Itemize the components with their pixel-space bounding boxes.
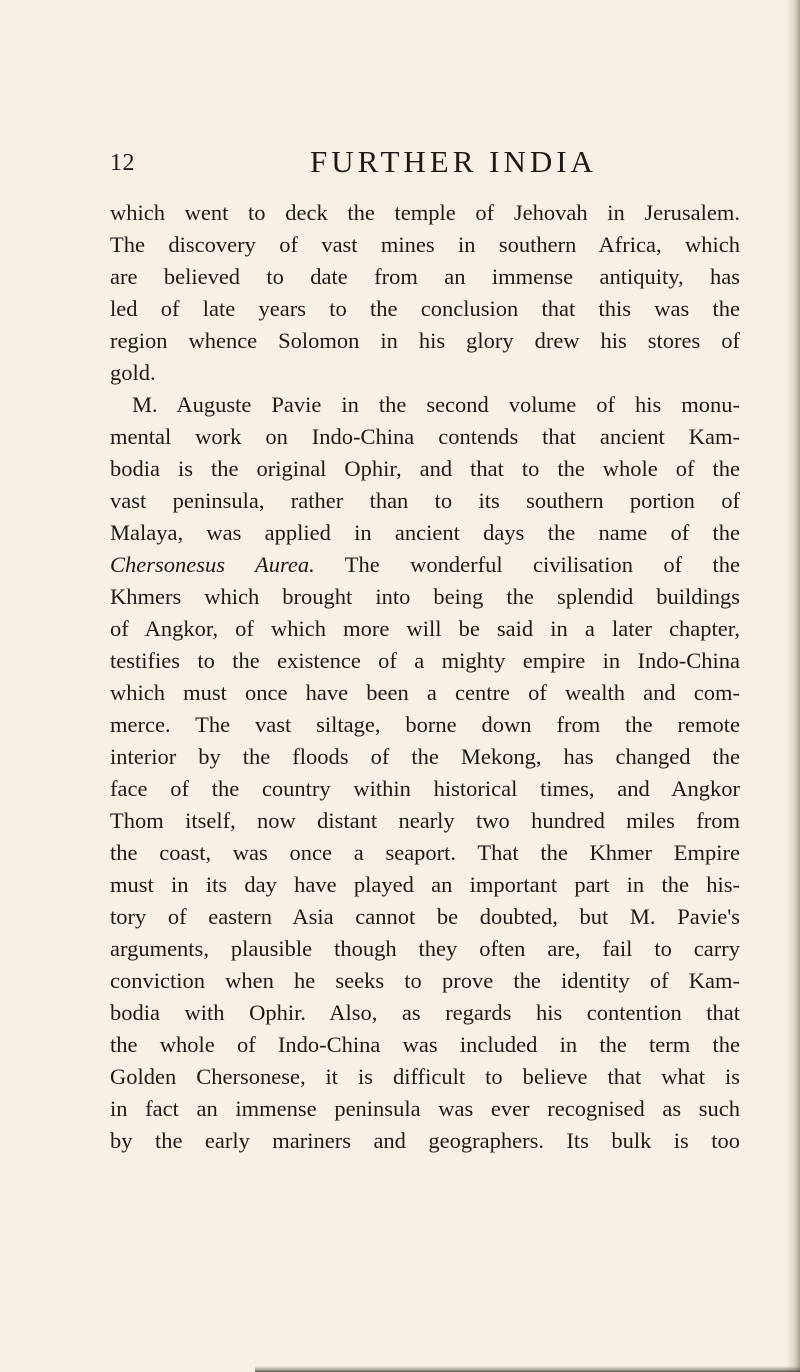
text-line: Thom itself, now distant nearly two hundred miles from xyxy=(110,808,740,833)
running-title: FURTHER INDIA xyxy=(310,144,597,179)
page-edge-shadow xyxy=(786,0,800,1372)
text-line: M. Auguste Pavie in the second volume of his monu- xyxy=(132,392,740,417)
text-line-with-italic xyxy=(110,549,740,581)
text-line: arguments, plausible though they often are, fail to carry xyxy=(110,936,740,961)
text-line: by the early mariners and geographers. Its bulk is too xyxy=(110,1128,740,1153)
text-line: gold. xyxy=(110,360,156,385)
text-line: tory of eastern Asia cannot be doubted, but M. Pavie's xyxy=(110,904,740,929)
text-line: led of late years to the conclusion that this was the xyxy=(110,296,740,321)
text-line: of Angkor, of which more will be said in a later chapter, xyxy=(110,616,740,641)
body-text xyxy=(110,197,740,1157)
text-line: The discovery of vast mines in southern Africa, which xyxy=(110,232,740,257)
page-number: 12 xyxy=(110,150,135,176)
text-line: face of the country within historical times, and Angkor xyxy=(110,776,740,801)
text-line: region whence Solomon in his glory drew his stores of xyxy=(110,328,740,353)
running-head xyxy=(110,144,750,184)
text-line: the whole of Indo-China was included in the term the xyxy=(110,1032,740,1057)
text-line: Golden Chersonese, it is difficult to believe that what is xyxy=(110,1064,740,1089)
text-line: bodia is the original Ophir, and that to the whole of the xyxy=(110,456,740,481)
text-line: vast peninsula, rather than to its southern portion of xyxy=(110,488,740,513)
italic-term: Chersonesus Aurea. xyxy=(110,552,315,577)
text-line: the coast, was once a seaport. That the Khmer Empire xyxy=(110,840,740,865)
text-line: Khmers which brought into being the splendid buildings xyxy=(110,584,740,609)
text-line: must in its day have played an important part in the his- xyxy=(110,872,740,897)
text-line: bodia with Ophir. Also, as regards his contention that xyxy=(110,1000,740,1025)
text-line: which must once have been a centre of wealth and com- xyxy=(110,680,740,705)
text-line: merce. The vast siltage, borne down from the remote xyxy=(110,712,740,737)
text-line: testifies to the existence of a mighty empire in Indo-China xyxy=(110,648,740,673)
italic-line-rest: The wonderful civilisation of the xyxy=(314,552,740,577)
text-line: are believed to date from an immense antiquity, has xyxy=(110,264,740,289)
text-line: mental work on Indo-China contends that ancient Kam- xyxy=(110,424,740,449)
text-line: in fact an immense peninsula was ever recognised as such xyxy=(110,1096,740,1121)
text-line: Malaya, was applied in ancient days the name of the xyxy=(110,520,740,545)
text-line: interior by the floods of the Mekong, has changed the xyxy=(110,744,740,769)
page-bottom-edge xyxy=(255,1366,800,1372)
text-line: which went to deck the temple of Jehovah in Jerusalem. xyxy=(110,200,740,225)
text-line: conviction when he seeks to prove the identity of Kam- xyxy=(110,968,740,993)
